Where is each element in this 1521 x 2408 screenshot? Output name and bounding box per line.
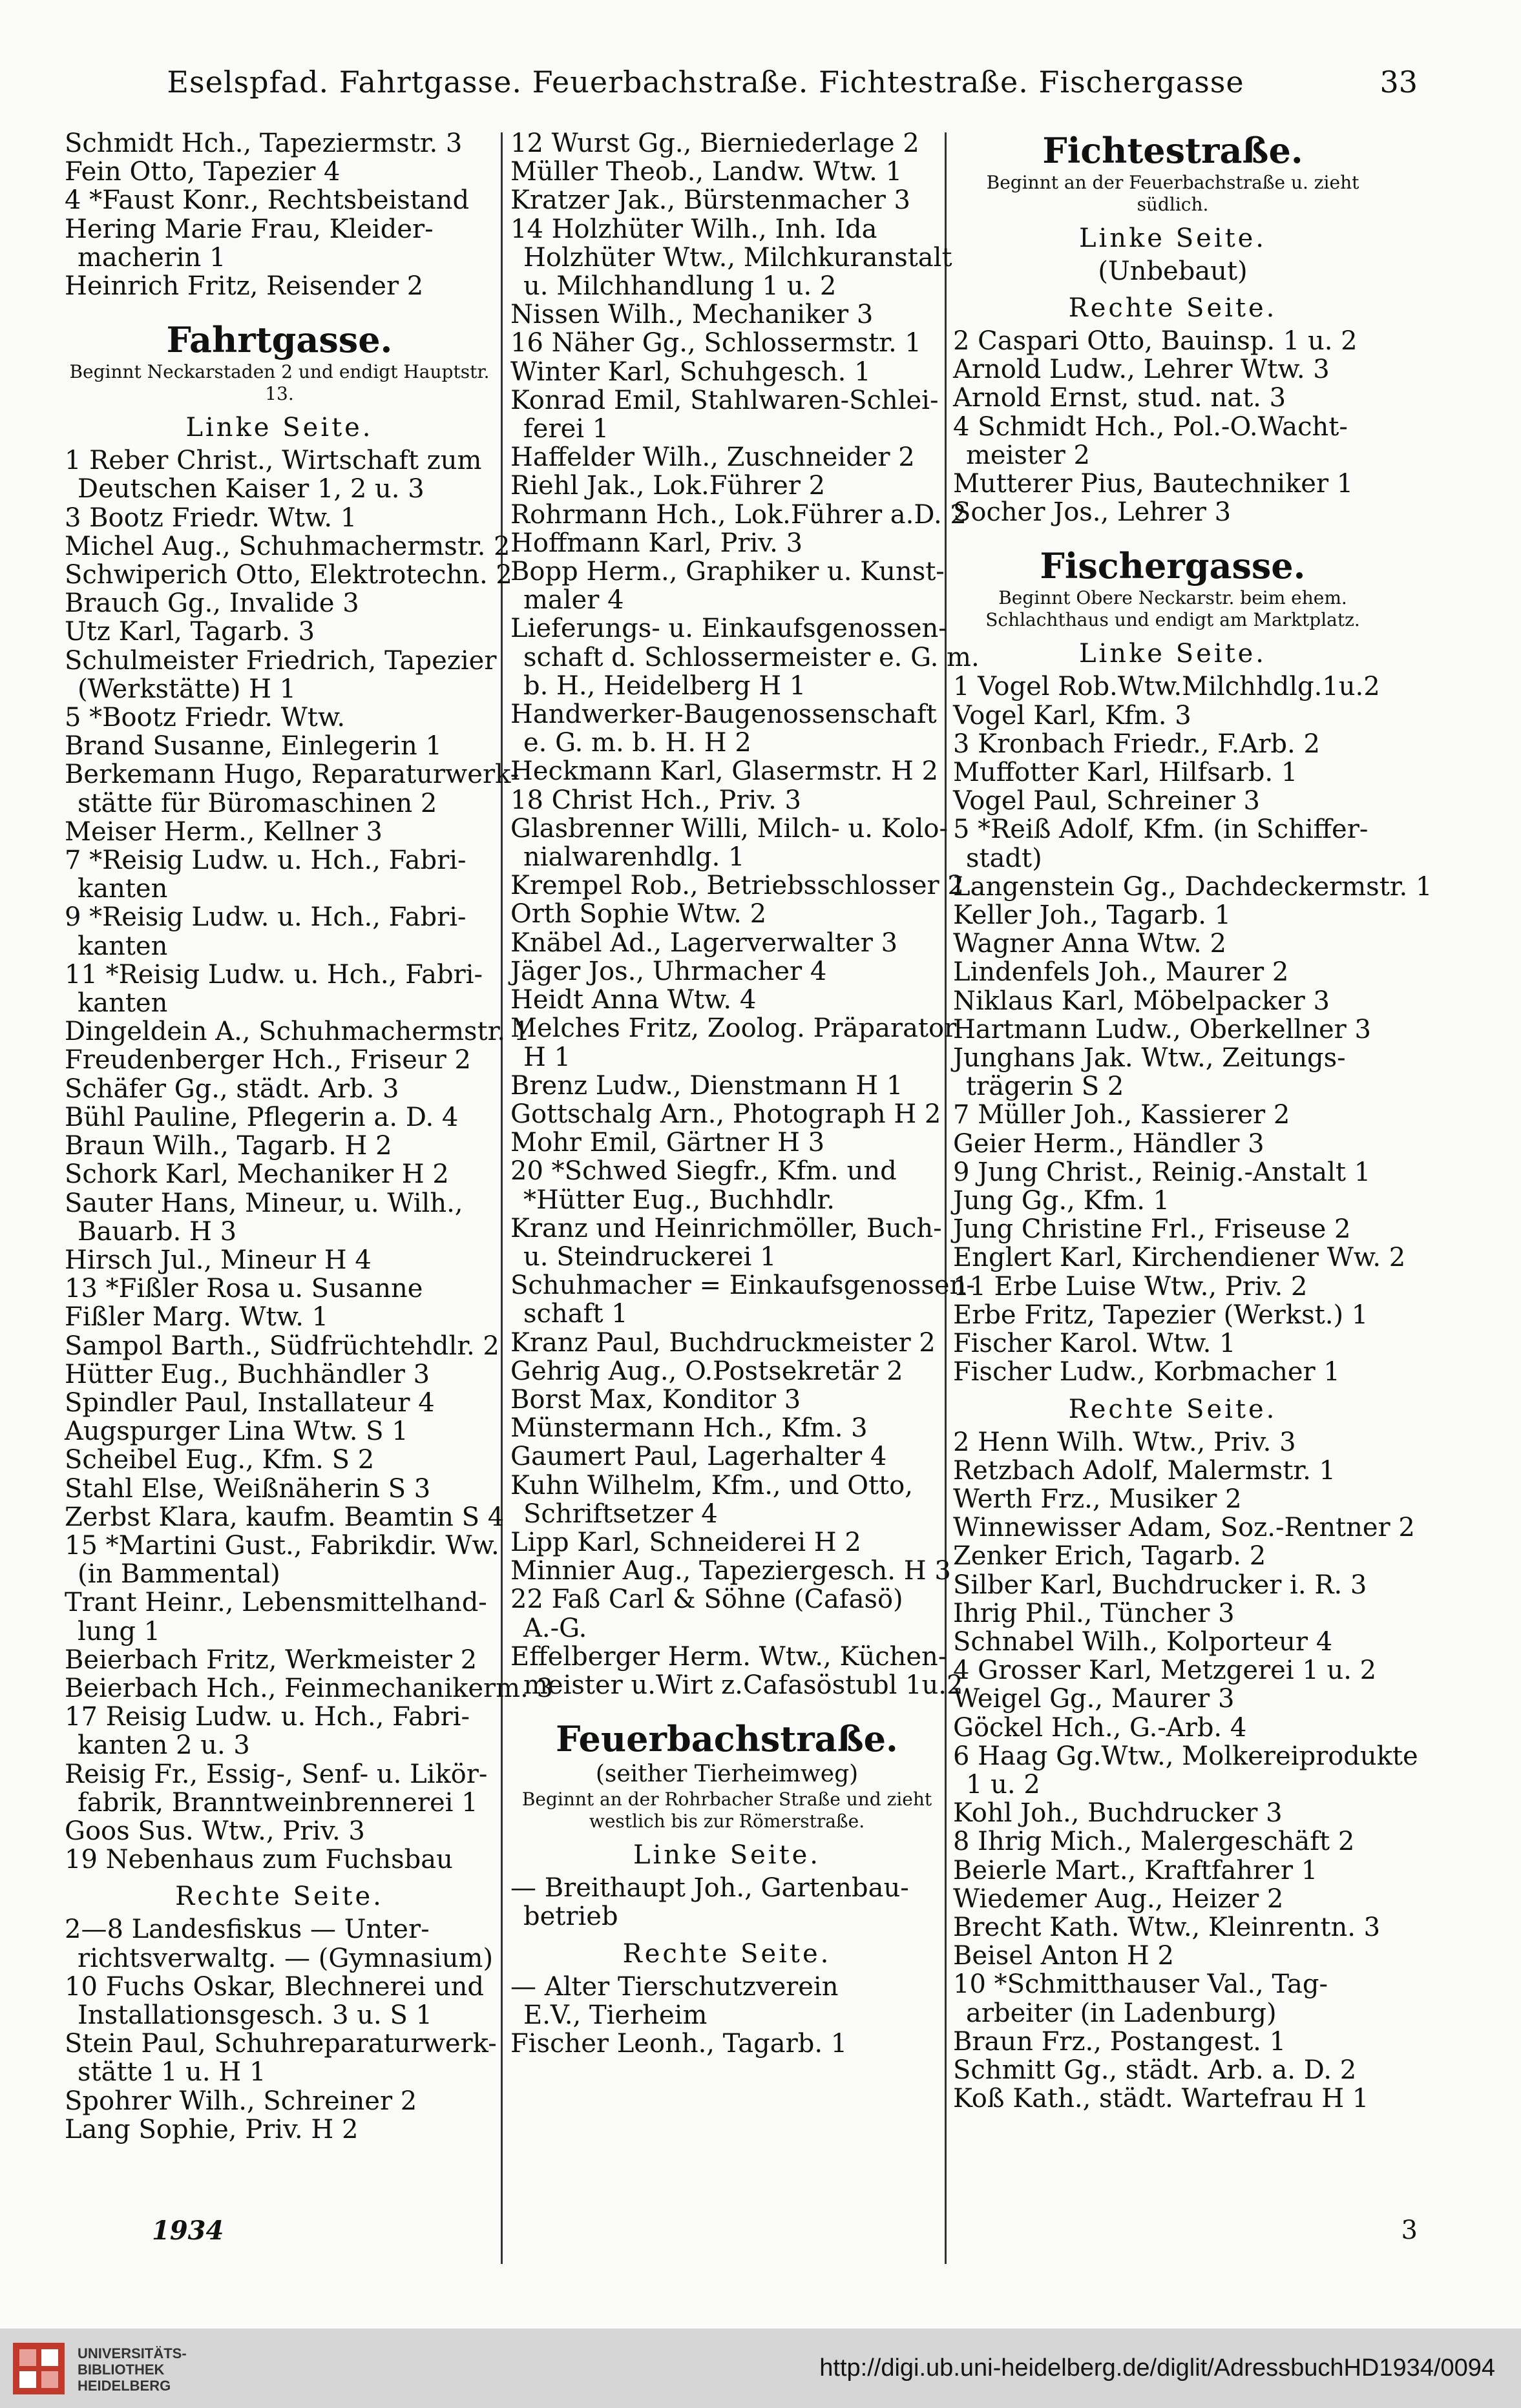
directory-entry: Nissen Wilh., Mechaniker 3 bbox=[510, 300, 874, 330]
directory-entry: schaft 1 bbox=[523, 1299, 628, 1329]
directory-entry: 8 Ihrig Mich., Malergeschäft 2 bbox=[953, 1827, 1355, 1857]
directory-entry: 22 Faß Carl & Söhne (Cafasö) bbox=[510, 1584, 903, 1615]
fahrtgasse-left-list bbox=[65, 446, 553, 1875]
directory-entry: Kranz und Heinrichmöller, Buch- bbox=[510, 1213, 942, 1243]
fichte-right-list bbox=[953, 327, 1392, 526]
unbuilt-note: (Unbebaut) bbox=[1098, 256, 1248, 286]
directory-entry: Kohl Joh., Buchdrucker 3 bbox=[953, 1798, 1283, 1829]
directory-entry: Schuhmacher = Einkaufsgenossen- bbox=[510, 1271, 975, 1301]
fischer-right-list bbox=[953, 1427, 1418, 2114]
directory-entry: Trant Heinr., Lebensmittelhand- bbox=[65, 1588, 487, 1618]
directory-entry: Minnier Aug., Tapeziergesch. H 3 bbox=[510, 1556, 951, 1586]
street-description: Beginnt Neckarstaden 2 und endigt Hauptstr. 13. bbox=[69, 361, 490, 405]
directory-entry: Winter Karl, Schuhgesch. 1 bbox=[510, 357, 871, 387]
directory-entry: Schwiperich Otto, Elektrotechn. 2 bbox=[65, 560, 512, 590]
directory-entry: Brand Susanne, Einlegerin 1 bbox=[65, 731, 442, 762]
directory-entry: e. G. m. b. H. H 2 bbox=[523, 728, 751, 758]
directory-entry: Brecht Kath. Wtw., Kleinrentn. 3 bbox=[953, 1912, 1381, 1942]
directory-entry: lung 1 bbox=[78, 1616, 161, 1646]
directory-entry: Krempel Rob., Betriebsschlosser 2 bbox=[510, 871, 964, 901]
directory-entry: Handwerker-Baugenossenschaft bbox=[510, 700, 937, 730]
directory-entry: — Breithaupt Joh., Gartenbau- bbox=[510, 1873, 909, 1904]
directory-entry: Zerbst Klara, kaufm. Beamtin S 4 bbox=[65, 1502, 505, 1532]
directory-entry: (in Bammental) bbox=[78, 1559, 280, 1590]
directory-entry: Niklaus Karl, Möbelpacker 3 bbox=[953, 986, 1330, 1016]
directory-entry: Michel Aug., Schuhmachermstr. 2 bbox=[65, 531, 510, 561]
directory-entry: Bopp Herm., Graphiker u. Kunst- bbox=[510, 557, 945, 587]
library-footer-bar bbox=[0, 2329, 1521, 2408]
directory-entry: Geier Herm., Händler 3 bbox=[953, 1128, 1264, 1159]
directory-entry: A.-G. bbox=[523, 1613, 587, 1643]
directory-entry: Göckel Hch., G.-Arb. 4 bbox=[953, 1712, 1247, 1743]
directory-entry: Silber Karl, Buchdrucker i. R. 3 bbox=[953, 1570, 1367, 1600]
directory-entry: Koß Kath., städt. Wartefrau H 1 bbox=[953, 2084, 1369, 2114]
directory-entry: Brenz Ludw., Dienstmann H 1 bbox=[510, 1070, 903, 1101]
directory-entry: nialwarenhdlg. 1 bbox=[523, 842, 745, 873]
directory-entry: Spindler Paul, Installateur 4 bbox=[65, 1387, 435, 1418]
directory-entry: 11 *Reisig Ludw. u. Hch., Fabri- bbox=[65, 959, 483, 990]
directory-entry: Haffelder Wilh., Zuschneider 2 bbox=[510, 442, 915, 473]
feuerbach-left-list bbox=[510, 1874, 943, 1931]
directory-entry: Fißler Marg. Wtw. 1 bbox=[65, 1302, 329, 1333]
directory-entry: 13 *Fißler Rosa u. Susanne bbox=[65, 1274, 423, 1304]
directory-entry: 15 *Martini Gust., Fabrikdir. Ww. bbox=[65, 1530, 499, 1561]
directory-entry: Wiedemer Aug., Heizer 2 bbox=[953, 1884, 1284, 1914]
directory-entry: Hartmann Ludw., Oberkellner 3 bbox=[953, 1014, 1371, 1044]
directory-entry: 17 Reisig Ludw. u. Hch., Fabri- bbox=[65, 1702, 470, 1732]
directory-entry: Heckmann Karl, Glasermstr. H 2 bbox=[510, 756, 938, 787]
directory-entry: Berkemann Hugo, Reparaturwerk- bbox=[65, 760, 519, 790]
directory-entry: Fischer Leonh., Tagarb. 1 bbox=[510, 2028, 848, 2059]
directory-entry: Werth Frz., Musiker 2 bbox=[953, 1484, 1242, 1514]
directory-entry: Orth Sophie Wtw. 2 bbox=[510, 899, 767, 929]
library-name-line: HEIDELBERG bbox=[78, 2378, 171, 2394]
directory-entry: Melches Fritz, Zoolog. Präparator bbox=[510, 1013, 957, 1044]
directory-entry: Kranz Paul, Buchdruckmeister 2 bbox=[510, 1327, 936, 1358]
directory-entry: (Werkstätte) H 1 bbox=[78, 674, 297, 704]
library-name-line: BIBLIOTHEK bbox=[78, 2361, 165, 2378]
directory-entry: 1 Reber Christ., Wirtschaft zum bbox=[65, 446, 482, 476]
side-heading-right: Rechte Seite. bbox=[1068, 1394, 1277, 1424]
directory-entry: Augspurger Lina Wtw. S 1 bbox=[65, 1417, 408, 1447]
directory-entry: 14 Holzhüter Wilh., Inh. Ida bbox=[510, 214, 877, 244]
directory-entry: betrieb bbox=[523, 1902, 618, 1932]
directory-entry: Borst Max, Konditor 3 bbox=[510, 1384, 801, 1415]
street-description: Beginnt Obere Neckarstr. beim ehem. Schlachthaus und endigt am Marktplatz. bbox=[985, 587, 1360, 631]
directory-entry: Lindenfels Joh., Maurer 2 bbox=[953, 957, 1289, 988]
directory-entry: Beierle Mart., Kraftfahrer 1 bbox=[953, 1855, 1318, 1885]
directory-entry: Fischer Karol. Wtw. 1 bbox=[953, 1329, 1236, 1359]
directory-entry: 2—8 Landesfiskus — Unter- bbox=[65, 1915, 430, 1945]
directory-entry: Jung Gg., Kfm. 1 bbox=[953, 1186, 1170, 1216]
directory-entry: 2 Henn Wilh. Wtw., Priv. 3 bbox=[953, 1427, 1296, 1457]
directory-entry: b. H., Heidelberg H 1 bbox=[523, 670, 806, 701]
directory-entry: u. Milchhandlung 1 u. 2 bbox=[523, 271, 837, 302]
fischer-left-list bbox=[953, 672, 1432, 1387]
directory-entry: ferei 1 bbox=[523, 414, 609, 444]
directory-entry: Erbe Fritz, Tapezier (Werkst.) 1 bbox=[953, 1300, 1369, 1330]
directory-entry: Reisig Fr., Essig-, Senf- u. Likör- bbox=[65, 1759, 488, 1789]
directory-entry: 5 *Reiß Adolf, Kfm. (in Schiffer- bbox=[953, 815, 1369, 845]
street-title-fischergasse: Fischergasse. bbox=[1040, 545, 1306, 587]
directory-entry: Hering Marie Frau, Kleider- bbox=[65, 214, 434, 244]
directory-entry: Winnewisser Adam, Soz.-Rentner 2 bbox=[953, 1513, 1415, 1543]
directory-entry: Wagner Anna Wtw. 2 bbox=[953, 929, 1226, 959]
directory-entry: *Hütter Eug., Buchhdlr. bbox=[523, 1185, 835, 1215]
directory-entry: 5 *Bootz Friedr. Wtw. bbox=[65, 703, 346, 733]
directory-entry: E.V., Tierheim bbox=[523, 2000, 708, 2030]
directory-entry: Schork Karl, Mechaniker H 2 bbox=[65, 1159, 449, 1190]
directory-entry: stätte 1 u. H 1 bbox=[78, 2057, 266, 2088]
directory-entry: maler 4 bbox=[523, 585, 624, 616]
side-heading-right: Rechte Seite. bbox=[175, 1882, 384, 1912]
directory-entry: Vogel Karl, Kfm. 3 bbox=[953, 700, 1191, 731]
directory-entry: Gaumert Paul, Lagerhalter 4 bbox=[510, 1442, 887, 1472]
directory-entry: Fischer Ludw., Korbmacher 1 bbox=[953, 1357, 1340, 1387]
header-title: Eselspfad. Fahrtgasse. Feuerbachstraße. Fichtestraße. Fischergasse bbox=[167, 65, 1244, 99]
directory-entry: 18 Christ Hch., Priv. 3 bbox=[510, 785, 801, 815]
signature-mark: 3 bbox=[1401, 2216, 1418, 2245]
directory-entry: Jäger Jos., Uhrmacher 4 bbox=[510, 956, 827, 986]
directory-entry: 20 *Schwed Siegfr., Kfm. und bbox=[510, 1156, 897, 1187]
directory-entry: Gottschalg Arn., Photograph H 2 bbox=[510, 1099, 941, 1129]
directory-entry: Keller Joh., Tagarb. 1 bbox=[953, 900, 1232, 931]
directory-entry: Fein Otto, Tapezier 4 bbox=[65, 157, 341, 187]
directory-entry: — Alter Tierschutzverein bbox=[510, 1971, 839, 2002]
directory-entry: 7 *Reisig Ludw. u. Hch., Fabri- bbox=[65, 846, 467, 876]
permalink-url[interactable]: http://digi.ub.uni-heidelberg.de/diglit/AdressbuchHD1934/0094 bbox=[819, 2354, 1495, 2382]
directory-entry: 3 Kronbach Friedr., F.Arb. 2 bbox=[953, 729, 1320, 759]
directory-entry: Heinrich Fritz, Reisender 2 bbox=[65, 271, 424, 302]
directory-entry: macherin 1 bbox=[78, 242, 226, 273]
directory-entry: richtsverwaltg. — (Gymnasium) bbox=[78, 1943, 494, 1973]
directory-entry: 4 *Faust Konr., Rechtsbeistand bbox=[65, 185, 470, 216]
column-1 bbox=[65, 129, 553, 2144]
directory-entry: Glasbrenner Willi, Milch- u. Kolo- bbox=[510, 813, 948, 844]
column-rule-1 bbox=[501, 132, 503, 2264]
directory-entry: Retzbach Adolf, Malermstr. 1 bbox=[953, 1455, 1336, 1486]
directory-entry: Spohrer Wilh., Schreiner 2 bbox=[65, 2086, 417, 2116]
directory-entry: Stein Paul, Schuhreparaturwerk- bbox=[65, 2029, 497, 2059]
street-title-fahrtgasse: Fahrtgasse. bbox=[166, 319, 393, 361]
side-heading-left: Linke Seite. bbox=[185, 413, 373, 443]
directory-entry: Sampol Barth., Südfrüchtehdlr. 2 bbox=[65, 1331, 499, 1361]
directory-entry: Weigel Gg., Maurer 3 bbox=[953, 1684, 1235, 1714]
directory-entry: stadt) bbox=[966, 843, 1042, 873]
directory-entry: Installationsgesch. 3 u. S 1 bbox=[78, 2000, 433, 2030]
university-library-logo-icon bbox=[13, 2343, 65, 2394]
directory-entry: 4 Schmidt Hch., Pol.-O.Wacht- bbox=[953, 411, 1348, 442]
directory-entry: Schmitt Gg., städt. Arb. a. D. 2 bbox=[953, 2055, 1357, 2085]
directory-entry: arbeiter (in Ladenburg) bbox=[966, 1998, 1277, 2028]
directory-entry: Ihrig Phil., Tüncher 3 bbox=[953, 1598, 1235, 1628]
directory-entry: 3 Bootz Friedr. Wtw. 1 bbox=[65, 503, 357, 533]
side-heading-left: Linke Seite. bbox=[633, 1840, 821, 1871]
directory-entry: Deutschen Kaiser 1, 2 u. 3 bbox=[78, 474, 425, 504]
directory-entry: fabrik, Branntweinbrennerei 1 bbox=[78, 1787, 478, 1818]
library-name-line: UNIVERSITÄTS- bbox=[78, 2345, 187, 2361]
directory-entry: Brauch Gg., Invalide 3 bbox=[65, 588, 359, 619]
directory-entry: Konrad Emil, Stahlwaren-Schlei- bbox=[510, 385, 939, 415]
directory-entry: Müller Theob., Landw. Wtw. 1 bbox=[510, 157, 903, 187]
directory-entry: stätte für Büromaschinen 2 bbox=[78, 788, 437, 818]
street-title-feuerbachstrasse: Feuerbachstraße. bbox=[556, 1718, 898, 1760]
directory-entry: Goos Sus. Wtw., Priv. 3 bbox=[65, 1816, 365, 1846]
directory-entry: Dingeldein A., Schuhmachermstr. 1 bbox=[65, 1017, 530, 1047]
directory-entry: H 1 bbox=[523, 1042, 571, 1072]
directory-entry: Münstermann Hch., Kfm. 3 bbox=[510, 1413, 868, 1444]
directory-entry: Jung Christine Frl., Friseuse 2 bbox=[953, 1214, 1351, 1245]
directory-entry: kanten bbox=[78, 931, 168, 961]
directory-entry: Hoffmann Karl, Priv. 3 bbox=[510, 528, 803, 558]
directory-entry: Mohr Emil, Gärtner H 3 bbox=[510, 1128, 825, 1158]
directory-entry: Beisel Anton H 2 bbox=[953, 1941, 1174, 1971]
directory-entry: Rohrmann Hch., Lok.Führer a.D. 2 bbox=[510, 499, 967, 530]
directory-entry: Beierbach Fritz, Werkmeister 2 bbox=[65, 1645, 477, 1675]
directory-entry: Holzhüter Wtw., Milchkuranstalt bbox=[523, 242, 952, 273]
directory-entry: Arnold Ernst, stud. nat. 3 bbox=[953, 383, 1286, 413]
directory-entry: Bühl Pauline, Pflegerin a. D. 4 bbox=[65, 1102, 459, 1132]
directory-entry: meister u.Wirt z.Cafasöstubl 1u.2 bbox=[523, 1670, 963, 1700]
directory-entry: meister 2 bbox=[966, 440, 1090, 470]
directory-entry: kanten bbox=[78, 988, 168, 1019]
directory-entry: 12 Wurst Gg., Bierniederlage 2 bbox=[510, 129, 919, 158]
directory-entry: Socher Jos., Lehrer 3 bbox=[953, 497, 1232, 528]
directory-entry: Meiser Herm., Kellner 3 bbox=[65, 816, 383, 847]
directory-entry: Heidt Anna Wtw. 4 bbox=[510, 985, 757, 1015]
directory-entry: Schnabel Wilh., Kolporteur 4 bbox=[953, 1626, 1333, 1657]
directory-entry: Vogel Paul, Schreiner 3 bbox=[953, 786, 1260, 816]
directory-entry: 10 Fuchs Oskar, Blechnerei und bbox=[65, 1971, 484, 2002]
column-3 bbox=[953, 129, 1432, 2114]
directory-entry: Hirsch Jul., Mineur H 4 bbox=[65, 1245, 372, 1275]
directory-entry: Stahl Else, Weißnäherin S 3 bbox=[65, 1473, 431, 1504]
library-name bbox=[78, 2345, 187, 2394]
directory-entry: Braun Frz., Postangest. 1 bbox=[953, 2026, 1286, 2057]
footer-year: 1934 bbox=[152, 2216, 224, 2246]
side-heading-left: Linke Seite. bbox=[1078, 639, 1267, 669]
directory-entry: 9 *Reisig Ludw. u. Hch., Fabri- bbox=[65, 902, 467, 933]
directory-entry: Englert Karl, Kirchendiener Ww. 2 bbox=[953, 1243, 1406, 1273]
feuerbach-right-list bbox=[510, 1973, 943, 2059]
directory-entry: Beierbach Hch., Feinmechanikerm. 3 bbox=[65, 1673, 553, 1703]
directory-entry: Lang Sophie, Priv. H 2 bbox=[65, 2114, 359, 2144]
directory-entry: Langenstein Gg., Dachdeckermstr. 1 bbox=[953, 871, 1432, 902]
side-heading-right: Rechte Seite. bbox=[622, 1938, 832, 1969]
directory-entry: Junghans Jak. Wtw., Zeitungs- bbox=[953, 1043, 1346, 1074]
directory-entry: 11 Erbe Luise Wtw., Priv. 2 bbox=[953, 1271, 1308, 1302]
directory-entry: Schriftsetzer 4 bbox=[523, 1499, 718, 1529]
directory-entry: 19 Nebenhaus zum Fuchsbau bbox=[65, 1845, 453, 1875]
directory-entry: Lipp Karl, Schneiderei H 2 bbox=[510, 1527, 861, 1557]
directory-entry: Hütter Eug., Buchhändler 3 bbox=[65, 1359, 430, 1389]
directory-entry: 7 Müller Joh., Kassierer 2 bbox=[953, 1100, 1290, 1130]
directory-entry: 10 *Schmitthauser Val., Tag- bbox=[953, 1969, 1328, 2000]
directory-entry: Freudenberger Hch., Friseur 2 bbox=[65, 1045, 471, 1075]
directory-entry: Utz Karl, Tagarb. 3 bbox=[65, 617, 315, 647]
directory-entry: Schulmeister Friedrich, Tapezier bbox=[65, 645, 497, 676]
directory-entry: kanten 2 u. 3 bbox=[78, 1730, 250, 1761]
directory-entry: 9 Jung Christ., Reinig.-Anstalt 1 bbox=[953, 1157, 1371, 1187]
directory-entry: 16 Näher Gg., Schlossermstr. 1 bbox=[510, 328, 921, 358]
directory-entry: Mutterer Pius, Bautechniker 1 bbox=[953, 469, 1354, 499]
directory-entry: u. Steindruckerei 1 bbox=[523, 1241, 777, 1272]
side-heading-left: Linke Seite. bbox=[1078, 223, 1267, 253]
directory-entry: trägerin S 2 bbox=[966, 1072, 1124, 1102]
directory-entry: Braun Wilh., Tagarb. H 2 bbox=[65, 1131, 392, 1161]
directory-entry: 6 Haag Gg.Wtw., Molkereiprodukte bbox=[953, 1741, 1418, 1771]
directory-entry: kanten bbox=[78, 874, 168, 904]
directory-entry: Zenker Erich, Tagarb. 2 bbox=[953, 1541, 1266, 1572]
directory-entry: Sauter Hans, Mineur, u. Wilh., bbox=[65, 1188, 463, 1218]
directory-entry: Bauarb. H 3 bbox=[78, 1216, 237, 1247]
page-number: 33 bbox=[1379, 65, 1418, 99]
street-description: Beginnt an der Feuerbachstraße u. zieht südlich. bbox=[986, 172, 1359, 215]
directory-entry: schaft d. Schlossermeister e. G. m. bbox=[523, 642, 980, 672]
running-header bbox=[78, 65, 1418, 116]
directory-entry: Kratzer Jak., Bürstenmacher 3 bbox=[510, 185, 910, 216]
col2-top-list bbox=[510, 129, 980, 1700]
directory-entry: Arnold Ludw., Lehrer Wtw. 3 bbox=[953, 355, 1330, 385]
directory-entry: Knäbel Ad., Lagerverwalter 3 bbox=[510, 928, 898, 958]
column-2 bbox=[510, 129, 980, 2059]
fahrtgasse-right-list bbox=[65, 1915, 497, 2144]
side-heading-right: Rechte Seite. bbox=[1068, 293, 1277, 323]
street-title-fichtestrasse: Fichtestraße. bbox=[1042, 130, 1303, 171]
directory-entry: 1 u. 2 bbox=[966, 1769, 1040, 1800]
directory-entry: Scheibel Eug., Kfm. S 2 bbox=[65, 1445, 375, 1475]
directory-entry: Riehl Jak., Lok.Führer 2 bbox=[510, 471, 826, 501]
directory-entry: Kuhn Wilhelm, Kfm., und Otto, bbox=[510, 1470, 913, 1500]
directory-entry: Schmidt Hch., Tapeziermstr. 3 bbox=[65, 129, 463, 158]
directory-entry: Lieferungs- u. Einkaufsgenossen- bbox=[510, 614, 947, 644]
directory-entry: 1 Vogel Rob.Wtw.Milchhdlg.1u.2 bbox=[953, 672, 1380, 702]
col1-top-list bbox=[65, 129, 494, 300]
directory-entry: Effelberger Herm. Wtw., Küchen- bbox=[510, 1641, 947, 1672]
directory-entry: Schäfer Gg., städt. Arb. 3 bbox=[65, 1074, 399, 1104]
directory-entry: Muffotter Karl, Hilfsarb. 1 bbox=[953, 758, 1298, 788]
directory-entry: 2 Caspari Otto, Bauinsp. 1 u. 2 bbox=[953, 326, 1358, 356]
column-rule-2 bbox=[945, 132, 947, 2264]
directory-entry: Gehrig Aug., O.Postsekretär 2 bbox=[510, 1356, 903, 1386]
street-former-name: (seither Tierheimweg) bbox=[595, 1761, 859, 1788]
directory-entry: 4 Grosser Karl, Metzgerei 1 u. 2 bbox=[953, 1655, 1377, 1686]
street-description: Beginnt an der Rohrbacher Straße und zieht westlich bis zur Römerstraße. bbox=[521, 1789, 932, 1832]
